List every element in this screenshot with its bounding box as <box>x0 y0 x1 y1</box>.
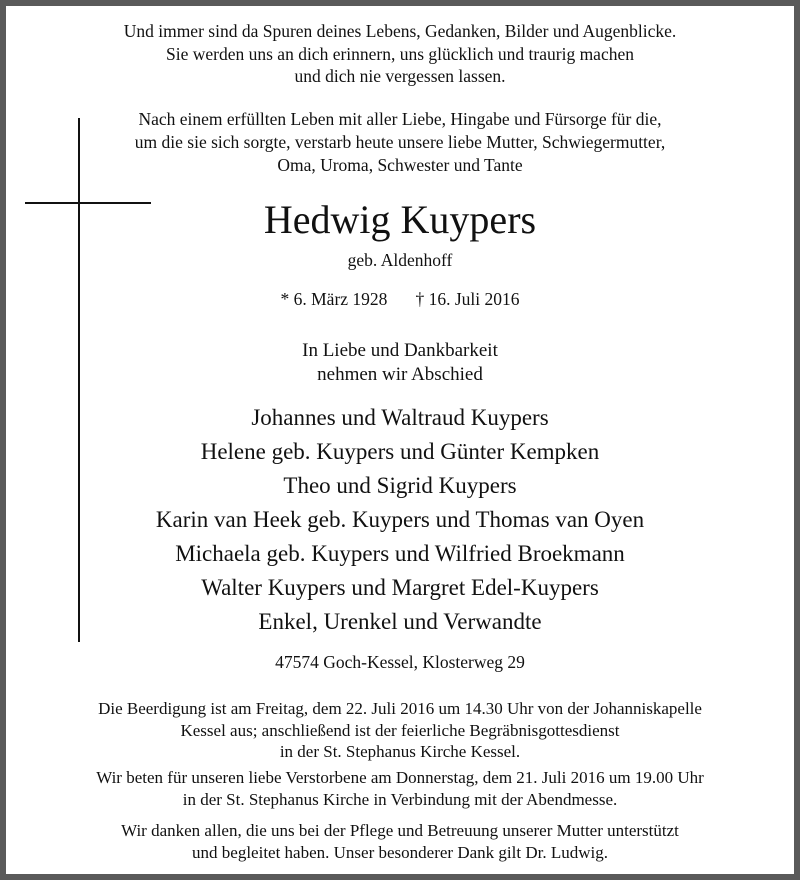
mourner-entry: Johannes und Waltraud Kuypers <box>251 405 549 430</box>
intro-line: Und immer sind da Spuren deines Lebens, Gedanken, Bilder und Augenblicke. <box>123 21 677 41</box>
birth-date: * 6. März 1928 <box>280 289 388 309</box>
thanks-line: Wir danken allen, die uns bei der Pflege und Betreuung unserer Mutter unterstützt <box>121 821 679 840</box>
mourner-entry: Michaela geb. Kuypers und Wilfried Broekmann <box>175 541 625 566</box>
life-dates <box>0 287 800 311</box>
farewell-line: nehmen wir Abschied <box>317 364 483 385</box>
farewell-line: In Liebe und Dankbarkeit <box>302 340 498 361</box>
intro-line: und dich nie vergessen lassen. <box>294 66 506 86</box>
announcement-line: Nach einem erfüllten Leben mit aller Liebe, Hingabe und Fürsorge für die, <box>138 109 662 129</box>
death-announcement <box>0 108 800 177</box>
mourner-entry: Enkel, Urenkel und Verwandte <box>258 609 542 634</box>
mass-info <box>0 767 800 810</box>
mass-line: Wir beten für unseren liebe Verstorbene am Donnerstag, dem 21. Juli 2016 um 19.00 Uhr <box>96 768 704 787</box>
death-date: † 16. Juli 2016 <box>415 289 520 309</box>
mourner-entry: Helene geb. Kuypers und Günter Kempken <box>200 439 600 464</box>
mourner-entry: Karin van Heek geb. Kuypers und Thomas van Oyen <box>155 507 645 532</box>
mass-line: in der St. Stephanus Kirche in Verbindung mit der Abendmesse. <box>182 789 618 809</box>
funeral-line: in der St. Stephanus Kirche Kessel. <box>279 742 521 761</box>
maiden-name: geb. Aldenhoff <box>347 250 453 270</box>
announcement-line: Oma, Uroma, Schwester und Tante <box>277 155 523 175</box>
address: 47574 Goch-Kessel, Klosterweg 29 <box>275 652 525 672</box>
farewell-text <box>0 339 800 387</box>
funeral-line: Die Beerdigung ist am Freitag, dem 22. Juli 2016 um 14.30 Uhr von der Johanniskapelle <box>98 699 702 718</box>
intro-line: Sie werden uns an dich erinnern, uns glücklich und traurig machen <box>166 43 634 64</box>
mourners-list <box>0 401 800 639</box>
deceased-name: Hedwig Kuypers <box>263 197 537 242</box>
announcement-line: um die sie sich sorgte, verstarb heute unsere liebe Mutter, Schwiegermutter, <box>134 132 666 152</box>
intro-verse <box>0 20 800 88</box>
funeral-line: Kessel aus; anschließend ist der feierliche Begräbnisgottesdienst <box>180 720 620 740</box>
thanks-line: und begleitet haben. Unser besonderer Dank gilt Dr. Ludwig. <box>192 842 608 862</box>
mourner-entry: Theo und Sigrid Kuypers <box>283 473 517 498</box>
thanks-note <box>0 820 800 863</box>
mourner-entry: Walter Kuypers und Margret Edel-Kuypers <box>201 575 599 600</box>
funeral-info <box>0 698 800 763</box>
